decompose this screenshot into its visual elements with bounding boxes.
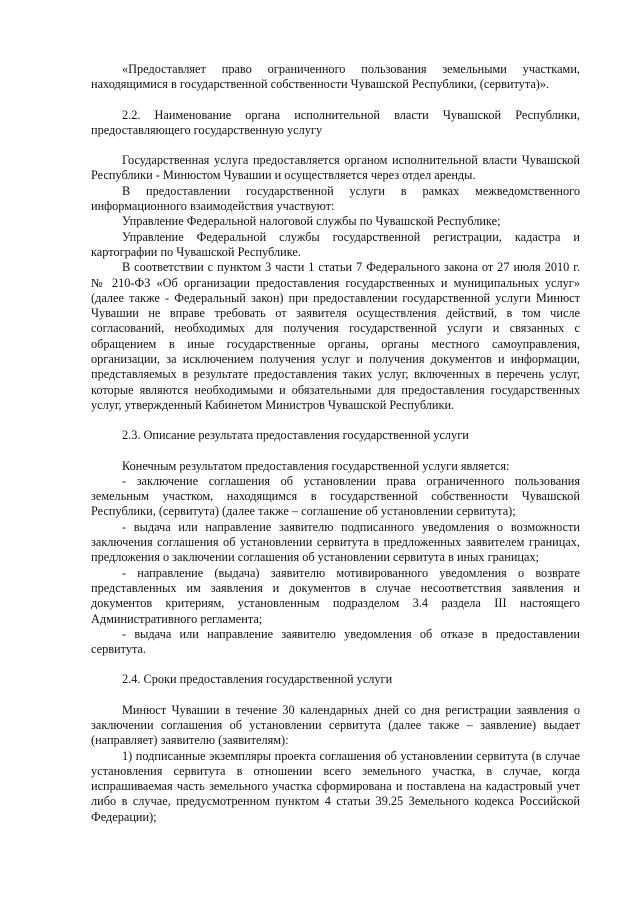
paragraph: Государственная услуга предоставляется органом исполнительной власти Чувашской Республики - Минюстом Чувашии и осуществляется через отдел аренды. [91, 153, 580, 183]
paragraph: В предоставлении государственной услуги в рамках межведомственного информационного взаимодействия участвуют: [91, 183, 580, 214]
paragraph: Минюст Чувашии в течение 30 календарных дней со дня регистрации заявления о заключении соглашения об установлении сервитута (далее также – заявление) выдает (направляет) заявителю (заявителям): [91, 702, 580, 748]
document-body [91, 62, 580, 825]
list-item: - заключение соглашения об установлении права ограниченного пользования земельным участком, находящимся в государственной собственности Чувашской Республики, (сервитута) (далее также – соглашение об установлении сервитута); [91, 473, 580, 519]
paragraph-intro: «Предоставляет право ограниченного пользования земельными участками, находящимися в государственной собственности Чувашской Республики, (сервитута)». [91, 62, 580, 92]
list-item: - выдача или направление заявителю уведомления об отказе в предоставлении сервитута. [91, 626, 580, 657]
list-item: - выдача или направление заявителю подписанного уведомления о возможности заключения соглашения об установлении сервитута в предложенных заявителем границах, предложения о заключении соглашения об установлении сервитута в иных границах; [91, 519, 580, 565]
paragraph: В соответствии с пунктом 3 части 1 статьи 7 Федерального закона от 27 июля 2010 г. № 210-ФЗ «Об организации предоставления государственных и муниципальных услуг» (далее также - Федеральный закон) при предоставлении государственной услуги Минюст Чувашии не вправе требовать от заявителя осуществления действий, в том числе согласований, необходимых для получения государственной услуги и связанных с обращением в иные государственные органы, органы местного самоуправления, организации, за исключением получения услуг и получения документов и информации, представляемых в результате предоставления таких услуг, включенных в перечень услуг, которые являются необходимыми и обязательными для предоставления государственных услуг, утвержденный Кабинетом Министров Чувашской Республики. [91, 260, 580, 412]
section-heading-2-4: 2.4. Сроки предоставления государственной услуги [122, 672, 393, 687]
list-item: - направление (выдача) заявителю мотивированного уведомления о возврате представленных им заявления и документов в случае несоответствия заявления и документов критериям, установленным подразделом 3.4 раздела III настоящего Административного регламента; [91, 565, 580, 626]
section-heading-2-2: 2.2. Наименование органа исполнительной власти Чувашской Республики, предоставляющего государственную услугу [91, 107, 580, 137]
paragraph: Управление Федеральной службы государственной регистрации, кадастра и картографии по Чувашской Республике. [91, 229, 580, 259]
paragraph: Конечным результатом предоставления государственной услуги является: [122, 458, 510, 473]
section-heading-2-3: 2.3. Описание результата предоставления государственной услуги [122, 428, 469, 443]
list-item: 1) подписанные экземпляры проекта соглашения об установлении сервитута (в случае установления сервитута в отношении всего земельного участка, в случае, когда испрашиваемая часть земельного участка сформирована и поставлена на кадастровый учет либо в случае, предусмотренном пунктом 4 статьи 39.25 Земельного кодекса Российской Федерации); [91, 748, 580, 824]
paragraph: Управление Федеральной налоговой службы по Чувашской Республике; [122, 214, 501, 229]
